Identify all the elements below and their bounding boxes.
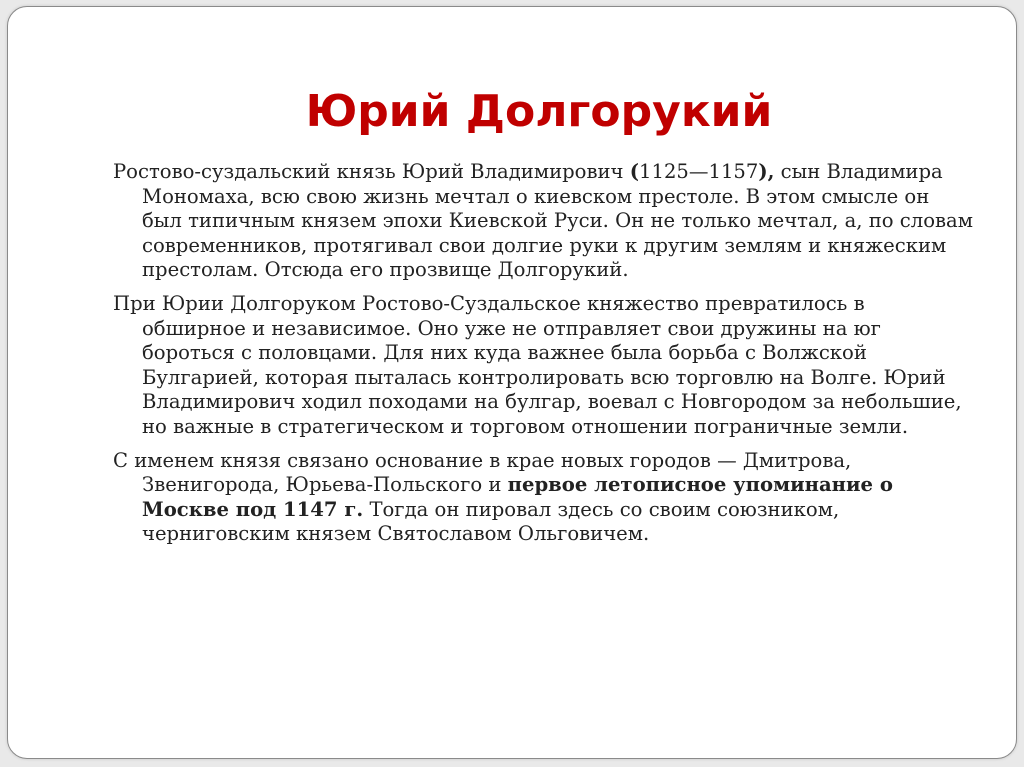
reign-years: 1125—1157	[639, 160, 759, 183]
slide-body	[113, 160, 973, 556]
paragraph-text: С именем князя связано основание в крае новых городов — Дмитрова, Звенигорода, Юрьева-Польского и	[113, 448, 852, 497]
paragraph-text: Тогда он пировал здесь со своим союзником, черниговским князем Святославом Ольговичем.	[142, 497, 840, 546]
paragraph-moscow	[113, 449, 973, 547]
slide-title: Юрий Долгорукий	[305, 86, 773, 137]
moscow-first-mention: первое летописное упоминание о Москве под 1147 г.	[142, 473, 893, 521]
paragraph-principality	[113, 292, 973, 440]
paragraph-text: Ростово-суздальский князь Юрий Владимирович	[113, 160, 630, 183]
paragraph-biography	[113, 160, 973, 283]
bold-paren-close: ),	[758, 160, 775, 183]
bold-paren-open: (	[629, 160, 640, 183]
paragraph-text: сын Владимира Мономаха, всю свою жизнь мечтал о киевском престоле. В этом смысле он был типичным князем эпохи Киевской Руси. Он не только мечтал, а, по словам современников, протягивал свои долгие руки к другим землям и княжеским престолам. Отсюда его прозвище Долгорукий.	[142, 160, 973, 282]
paragraph-text: При Юрии Долгоруком Ростово-Суздальское княжество превратилось в обширное и независимое. Оно уже не отправляет свои дружины на юг бороться с половцами. Для них куда важнее была борьба с Волжской Булгарией, которая пыталась контролировать всю торговлю на Волге. Юрий Владимирович ходил походами на булгар, воевал с Новгородом за небольшие, но важные в стратегическом и торговом отношении пограничные земли.	[113, 291, 962, 438]
